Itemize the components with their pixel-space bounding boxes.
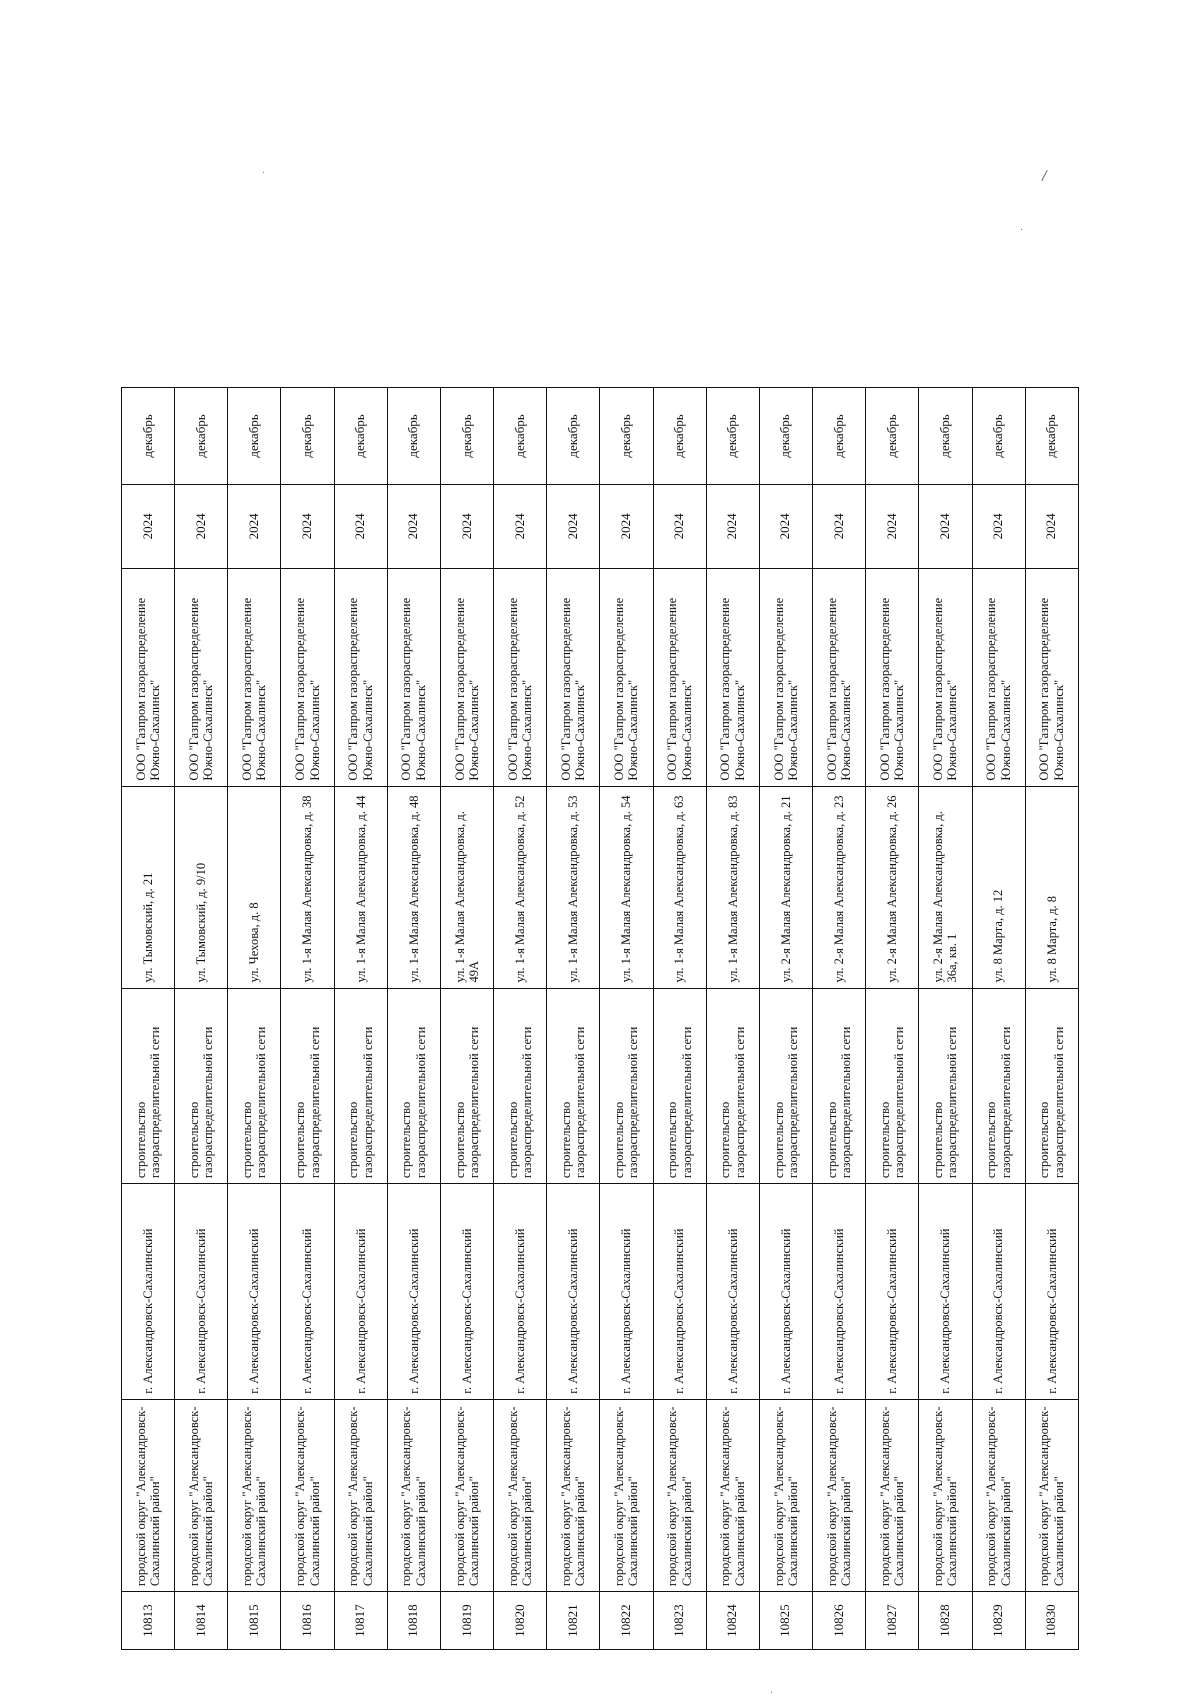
table-row: [919, 388, 972, 1650]
row-number: 10820: [494, 1592, 547, 1650]
year-cell: 2024: [387, 484, 440, 568]
address-cell: ул. 8 Марта, д. 12: [972, 786, 1025, 988]
table-row: [653, 388, 706, 1650]
organization-cell: ООО "Газпром газораспределение Южно-Сахалинск": [759, 568, 812, 786]
address-cell: ул. 1-я Малая Александровка, д. 48: [387, 786, 440, 988]
address-cell: ул. Тымовский, д. 9/10: [175, 786, 228, 988]
organization-cell: ООО "Газпром газораспределение Южно-Сахалинск": [547, 568, 600, 786]
municipality-cell: городской округ "Александровск-Сахалинский район": [228, 1399, 281, 1591]
municipality-cell: городской округ "Александровск-Сахалинский район": [494, 1399, 547, 1591]
municipality-cell: городской округ "Александровск-Сахалинский район": [706, 1399, 759, 1591]
municipality-cell: городской округ "Александровск-Сахалинский район": [1025, 1399, 1078, 1591]
work-type-cell: строительство газораспределительной сети: [919, 988, 972, 1184]
work-type-cell: строительство газораспределительной сети: [866, 988, 919, 1184]
work-type-cell: строительство газораспределительной сети: [1025, 988, 1078, 1184]
organization-cell: ООО "Газпром газораспределение Южно-Сахалинск": [600, 568, 653, 786]
address-cell: ул. 1-я Малая Александровка, д. 52: [494, 786, 547, 988]
work-type-cell: строительство газораспределительной сети: [494, 988, 547, 1184]
year-cell: 2024: [759, 484, 812, 568]
row-number: 10815: [228, 1592, 281, 1650]
year-cell: 2024: [175, 484, 228, 568]
settlement-cell: г. Александровск-Сахалинский: [228, 1184, 281, 1400]
table-row: [972, 388, 1025, 1650]
row-number: 10817: [334, 1592, 387, 1650]
month-cell: декабрь: [759, 388, 812, 485]
table-row: [759, 388, 812, 1650]
month-cell: декабрь: [1025, 388, 1078, 485]
organization-cell: ООО "Газпром газораспределение Южно-Сахалинск": [387, 568, 440, 786]
address-cell: ул. Тымовский, д. 21: [122, 786, 175, 988]
row-number: 10824: [706, 1592, 759, 1650]
organization-cell: ООО "Газпром газораспределение Южно-Сахалинск": [228, 568, 281, 786]
organization-cell: ООО "Газпром газораспределение Южно-Сахалинск": [972, 568, 1025, 786]
table-row: [228, 388, 281, 1650]
table-row: [122, 388, 175, 1650]
row-number: 10829: [972, 1592, 1025, 1650]
address-cell: ул. 2-я Малая Александровка, д. 26: [866, 786, 919, 988]
municipality-cell: городской округ "Александровск-Сахалинский район": [600, 1399, 653, 1591]
year-cell: 2024: [494, 484, 547, 568]
work-type-cell: строительство газораспределительной сети: [175, 988, 228, 1184]
row-number: 10814: [175, 1592, 228, 1650]
scan-mark-slash: /: [1040, 167, 1049, 185]
municipality-cell: городской округ "Александровск-Сахалинский район": [759, 1399, 812, 1591]
municipality-cell: городской округ "Александровск-Сахалинский район": [387, 1399, 440, 1591]
organization-cell: ООО "Газпром газораспределение Южно-Сахалинск": [919, 568, 972, 786]
year-cell: 2024: [813, 484, 866, 568]
settlement-cell: г. Александровск-Сахалинский: [122, 1184, 175, 1400]
organization-cell: ООО "Газпром газораспределение Южно-Сахалинск": [122, 568, 175, 786]
row-number: 10821: [547, 1592, 600, 1650]
row-number: 10819: [440, 1592, 493, 1650]
row-number: 10826: [813, 1592, 866, 1650]
work-type-cell: строительство газораспределительной сети: [600, 988, 653, 1184]
settlement-cell: г. Александровск-Сахалинский: [547, 1184, 600, 1400]
month-cell: декабрь: [653, 388, 706, 485]
table-row: [175, 388, 228, 1650]
settlement-cell: г. Александровск-Сахалинский: [972, 1184, 1025, 1400]
organization-cell: ООО "Газпром газораспределение Южно-Сахалинск": [813, 568, 866, 786]
table-row: [494, 388, 547, 1650]
month-cell: декабрь: [706, 388, 759, 485]
year-cell: 2024: [706, 484, 759, 568]
work-type-cell: строительство газораспределительной сети: [813, 988, 866, 1184]
work-type-cell: строительство газораспределительной сети: [281, 988, 334, 1184]
month-cell: декабрь: [494, 388, 547, 485]
address-cell: ул. 1-я Малая Александровка, д. 63: [653, 786, 706, 988]
year-cell: 2024: [653, 484, 706, 568]
organization-cell: ООО "Газпром газораспределение Южно-Сахалинск": [440, 568, 493, 786]
month-cell: декабрь: [972, 388, 1025, 485]
year-cell: 2024: [1025, 484, 1078, 568]
month-cell: декабрь: [175, 388, 228, 485]
table-row: [600, 388, 653, 1650]
table-row: [387, 388, 440, 1650]
address-cell: ул. 1-я Малая Александровка, д. 83: [706, 786, 759, 988]
gasification-table: [121, 387, 1079, 1650]
settlement-cell: г. Александровск-Сахалинский: [1025, 1184, 1078, 1400]
year-cell: 2024: [228, 484, 281, 568]
municipality-cell: городской округ "Александровск-Сахалинский район": [281, 1399, 334, 1591]
scan-mark-dot: ·: [262, 168, 266, 179]
organization-cell: ООО "Газпром газораспределение Южно-Сахалинск": [866, 568, 919, 786]
row-number: 10813: [122, 1592, 175, 1650]
work-type-cell: строительство газораспределительной сети: [440, 988, 493, 1184]
month-cell: декабрь: [600, 388, 653, 485]
settlement-cell: г. Александровск-Сахалинский: [706, 1184, 759, 1400]
work-type-cell: строительство газораспределительной сети: [547, 988, 600, 1184]
row-number: 10825: [759, 1592, 812, 1650]
municipality-cell: городской округ "Александровск-Сахалинский район": [547, 1399, 600, 1591]
year-cell: 2024: [281, 484, 334, 568]
table-row: [281, 388, 334, 1650]
municipality-cell: городской округ "Александровск-Сахалинский район": [440, 1399, 493, 1591]
row-number: 10816: [281, 1592, 334, 1650]
organization-cell: ООО "Газпром газораспределение Южно-Сахалинск": [334, 568, 387, 786]
organization-cell: ООО "Газпром газораспределение Южно-Сахалинск": [1025, 568, 1078, 786]
month-cell: декабрь: [813, 388, 866, 485]
year-cell: 2024: [547, 484, 600, 568]
work-type-cell: строительство газораспределительной сети: [387, 988, 440, 1184]
municipality-cell: городской округ "Александровск-Сахалинский район": [175, 1399, 228, 1591]
settlement-cell: г. Александровск-Сахалинский: [653, 1184, 706, 1400]
address-cell: ул. 2-я Малая Александровка, д. 23: [813, 786, 866, 988]
settlement-cell: г. Александровск-Сахалинский: [919, 1184, 972, 1400]
settlement-cell: г. Александровск-Сахалинский: [175, 1184, 228, 1400]
month-cell: декабрь: [866, 388, 919, 485]
settlement-cell: г. Александровск-Сахалинский: [866, 1184, 919, 1400]
address-cell: ул. Чехова, д. 8: [228, 786, 281, 988]
settlement-cell: г. Александровск-Сахалинский: [281, 1184, 334, 1400]
year-cell: 2024: [440, 484, 493, 568]
municipality-cell: городской округ "Александровск-Сахалинский район": [919, 1399, 972, 1591]
table-row: [866, 388, 919, 1650]
municipality-cell: городской округ "Александровск-Сахалинский район": [653, 1399, 706, 1591]
work-type-cell: строительство газораспределительной сети: [706, 988, 759, 1184]
municipality-cell: городской округ "Александровск-Сахалинский район": [813, 1399, 866, 1591]
settlement-cell: г. Александровск-Сахалинский: [494, 1184, 547, 1400]
month-cell: декабрь: [334, 388, 387, 485]
settlement-cell: г. Александровск-Сахалинский: [440, 1184, 493, 1400]
address-cell: ул. 1-я Малая Александровка, д. 49А: [440, 786, 493, 988]
month-cell: декабрь: [387, 388, 440, 485]
organization-cell: ООО "Газпром газораспределение Южно-Сахалинск": [494, 568, 547, 786]
work-type-cell: строительство газораспределительной сети: [653, 988, 706, 1184]
settlement-cell: г. Александровск-Сахалинский: [600, 1184, 653, 1400]
address-cell: ул. 2-я Малая Александровка, д. 36а, кв. 1: [919, 786, 972, 988]
settlement-cell: г. Александровск-Сахалинский: [387, 1184, 440, 1400]
row-number: 10828: [919, 1592, 972, 1650]
month-cell: декабрь: [440, 388, 493, 485]
municipality-cell: городской округ "Александровск-Сахалинский район": [334, 1399, 387, 1591]
address-cell: ул. 1-я Малая Александровка, д. 44: [334, 786, 387, 988]
settlement-cell: г. Александровск-Сахалинский: [759, 1184, 812, 1400]
row-number: 10830: [1025, 1592, 1078, 1650]
table-row: [440, 388, 493, 1650]
year-cell: 2024: [600, 484, 653, 568]
month-cell: декабрь: [228, 388, 281, 485]
scan-mark-dot: ·: [1020, 225, 1024, 236]
work-type-cell: строительство газораспределительной сети: [759, 988, 812, 1184]
table-body: [122, 388, 1079, 1650]
table-row: [547, 388, 600, 1650]
municipality-cell: городской округ "Александровск-Сахалинский район": [122, 1399, 175, 1591]
address-cell: ул. 1-я Малая Александровка, д. 38: [281, 786, 334, 988]
organization-cell: ООО "Газпром газораспределение Южно-Сахалинск": [706, 568, 759, 786]
month-cell: декабрь: [547, 388, 600, 485]
settlement-cell: г. Александровск-Сахалинский: [813, 1184, 866, 1400]
table-row: [1025, 388, 1078, 1650]
table-row: [706, 388, 759, 1650]
scan-mark-dot: ·: [770, 1688, 774, 1699]
year-cell: 2024: [972, 484, 1025, 568]
year-cell: 2024: [122, 484, 175, 568]
year-cell: 2024: [866, 484, 919, 568]
organization-cell: ООО "Газпром газораспределение Южно-Сахалинск": [653, 568, 706, 786]
address-cell: ул. 2-я Малая Александровка, д. 21: [759, 786, 812, 988]
municipality-cell: городской округ "Александровск-Сахалинский район": [972, 1399, 1025, 1591]
row-number: 10818: [387, 1592, 440, 1650]
municipality-cell: городской округ "Александровск-Сахалинский район": [866, 1399, 919, 1591]
month-cell: декабрь: [122, 388, 175, 485]
row-number: 10823: [653, 1592, 706, 1650]
month-cell: декабрь: [281, 388, 334, 485]
month-cell: декабрь: [919, 388, 972, 485]
settlement-cell: г. Александровск-Сахалинский: [334, 1184, 387, 1400]
rotated-table-holder: [121, 387, 1079, 1650]
work-type-cell: строительство газораспределительной сети: [228, 988, 281, 1184]
year-cell: 2024: [919, 484, 972, 568]
work-type-cell: строительство газораспределительной сети: [972, 988, 1025, 1184]
work-type-cell: строительство газораспределительной сети: [122, 988, 175, 1184]
address-cell: ул. 1-я Малая Александровка, д. 53: [547, 786, 600, 988]
row-number: 10827: [866, 1592, 919, 1650]
organization-cell: ООО "Газпром газораспределение Южно-Сахалинск": [281, 568, 334, 786]
table-row: [334, 388, 387, 1650]
organization-cell: ООО "Газпром газораспределение Южно-Сахалинск": [175, 568, 228, 786]
address-cell: ул. 1-я Малая Александровка, д. 54: [600, 786, 653, 988]
row-number: 10822: [600, 1592, 653, 1650]
year-cell: 2024: [334, 484, 387, 568]
table-row: [813, 388, 866, 1650]
address-cell: ул. 8 Марта, д. 8: [1025, 786, 1078, 988]
work-type-cell: строительство газораспределительной сети: [334, 988, 387, 1184]
